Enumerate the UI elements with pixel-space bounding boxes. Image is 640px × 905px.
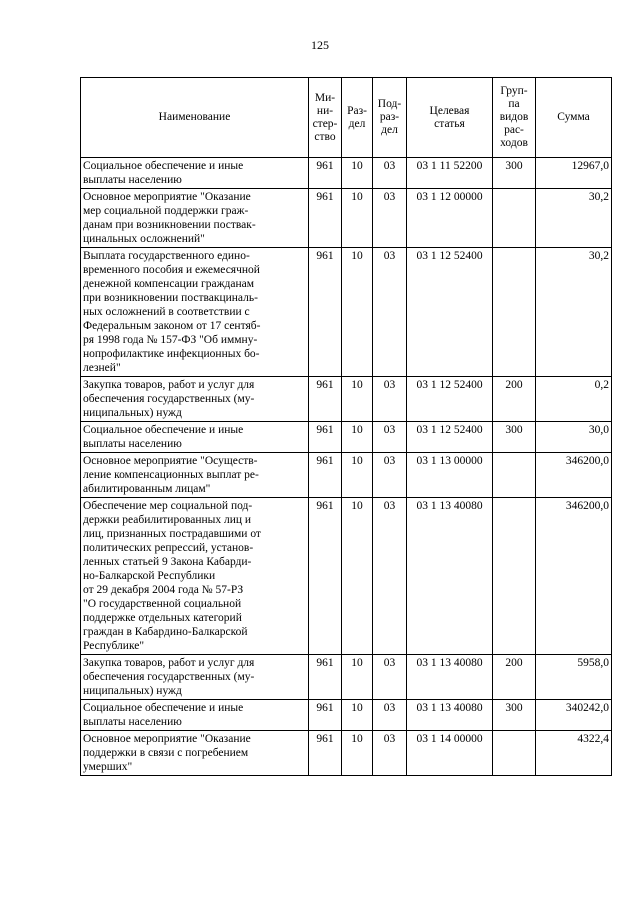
- cell-section: 10: [342, 158, 373, 189]
- cell-sum: 12967,0: [536, 158, 612, 189]
- cell-target: 03 1 14 00000: [407, 731, 493, 776]
- cell-group: 300: [493, 700, 536, 731]
- cell-subsection: 03: [373, 700, 407, 731]
- table-row: [81, 248, 612, 377]
- cell-group: 200: [493, 655, 536, 700]
- cell-target: 03 1 12 52400: [407, 377, 493, 422]
- cell-subsection: 03: [373, 377, 407, 422]
- cell-ministry: 961: [309, 498, 342, 655]
- cell-subsection: 03: [373, 655, 407, 700]
- cell-section: 10: [342, 655, 373, 700]
- cell-name: Основное мероприятие "Осуществ- ление компенсационных выплат ре- абилитированным лицам": [81, 453, 309, 498]
- cell-name: Закупка товаров, работ и услуг для обеспечения государственных (му- ниципальных) нужд: [81, 655, 309, 700]
- cell-sum: 346200,0: [536, 498, 612, 655]
- header-sum: Сумма: [536, 78, 612, 158]
- cell-target: 03 1 12 52400: [407, 248, 493, 377]
- cell-sum: 4322,4: [536, 731, 612, 776]
- cell-group: [493, 731, 536, 776]
- cell-sum: 5958,0: [536, 655, 612, 700]
- table-row: [81, 731, 612, 776]
- cell-subsection: 03: [373, 158, 407, 189]
- page-number: 125: [311, 38, 329, 52]
- table-row: [81, 655, 612, 700]
- cell-name: Закупка товаров, работ и услуг для обеспечения государственных (му- ниципальных) нужд: [81, 377, 309, 422]
- cell-target: 03 1 13 40080: [407, 655, 493, 700]
- cell-group: 300: [493, 422, 536, 453]
- cell-section: 10: [342, 189, 373, 248]
- cell-subsection: 03: [373, 453, 407, 498]
- cell-name: Обеспечение мер социальной под- держки реабилитированных лиц и лиц, признанных пострадавшими от политических репрессий, установ- ленных статьей 9 Закона Кабарди- но-Балкарской Республики от 29 декабря 2004 года № 57-РЗ "О государственной социальной поддержке отдельных категорий граждан в Кабардино-Балкарской Республике": [81, 498, 309, 655]
- cell-subsection: 03: [373, 498, 407, 655]
- cell-group: [493, 248, 536, 377]
- cell-group: [493, 498, 536, 655]
- table-row: [81, 700, 612, 731]
- cell-subsection: 03: [373, 731, 407, 776]
- table-row: [81, 498, 612, 655]
- cell-sum: 340242,0: [536, 700, 612, 731]
- cell-section: 10: [342, 453, 373, 498]
- cell-target: 03 1 12 52400: [407, 422, 493, 453]
- cell-group: 300: [493, 158, 536, 189]
- cell-ministry: 961: [309, 248, 342, 377]
- cell-ministry: 961: [309, 158, 342, 189]
- budget-table: [80, 77, 612, 776]
- header-name: Наименование: [81, 78, 309, 158]
- table-row: [81, 158, 612, 189]
- cell-target: 03 1 13 40080: [407, 498, 493, 655]
- cell-target: 03 1 13 40080: [407, 700, 493, 731]
- cell-section: 10: [342, 422, 373, 453]
- cell-target: 03 1 13 00000: [407, 453, 493, 498]
- cell-name: Социальное обеспечение и иные выплаты населению: [81, 422, 309, 453]
- header-ministry: Ми- ни- стер- ство: [309, 78, 342, 158]
- cell-sum: 0,2: [536, 377, 612, 422]
- cell-name: Выплата государственного едино- временного пособия и ежемесячной денежной компенсации гражданам при возникновении поствакциналь- ных осложнений в соответствии с Федеральным законом от 17 сентяб- ря 1998 года № 157-ФЗ "Об иммну- нопрофилактике инфекционных бо- лезней": [81, 248, 309, 377]
- cell-section: 10: [342, 700, 373, 731]
- cell-ministry: 961: [309, 422, 342, 453]
- cell-ministry: 961: [309, 700, 342, 731]
- table-row: [81, 422, 612, 453]
- cell-ministry: 961: [309, 731, 342, 776]
- cell-section: 10: [342, 498, 373, 655]
- cell-group: [493, 189, 536, 248]
- header-section: Раз- дел: [342, 78, 373, 158]
- cell-section: 10: [342, 731, 373, 776]
- cell-ministry: 961: [309, 655, 342, 700]
- table-row: [81, 453, 612, 498]
- cell-subsection: 03: [373, 248, 407, 377]
- table-header-row: [81, 78, 612, 158]
- cell-sum: 30,2: [536, 248, 612, 377]
- table-row: [81, 189, 612, 248]
- cell-target: 03 1 12 00000: [407, 189, 493, 248]
- cell-target: 03 1 11 52200: [407, 158, 493, 189]
- header-group: Груп- па видов рас- ходов: [493, 78, 536, 158]
- cell-sum: 346200,0: [536, 453, 612, 498]
- header-target: Целевая статья: [407, 78, 493, 158]
- cell-name: Социальное обеспечение и иные выплаты населению: [81, 158, 309, 189]
- cell-section: 10: [342, 377, 373, 422]
- cell-subsection: 03: [373, 422, 407, 453]
- cell-ministry: 961: [309, 453, 342, 498]
- cell-name: Основное мероприятие "Оказание мер социальной поддержки граж- данам при возникновении поствак- цинальных осложнений": [81, 189, 309, 248]
- cell-sum: 30,0: [536, 422, 612, 453]
- cell-subsection: 03: [373, 189, 407, 248]
- cell-sum: 30,2: [536, 189, 612, 248]
- header-subsection: Под- раз- дел: [373, 78, 407, 158]
- cell-name: Основное мероприятие "Оказание поддержки в связи с погребением умерших": [81, 731, 309, 776]
- table-row: [81, 377, 612, 422]
- cell-ministry: 961: [309, 377, 342, 422]
- cell-section: 10: [342, 248, 373, 377]
- cell-ministry: 961: [309, 189, 342, 248]
- cell-name: Социальное обеспечение и иные выплаты населению: [81, 700, 309, 731]
- cell-group: 200: [493, 377, 536, 422]
- cell-group: [493, 453, 536, 498]
